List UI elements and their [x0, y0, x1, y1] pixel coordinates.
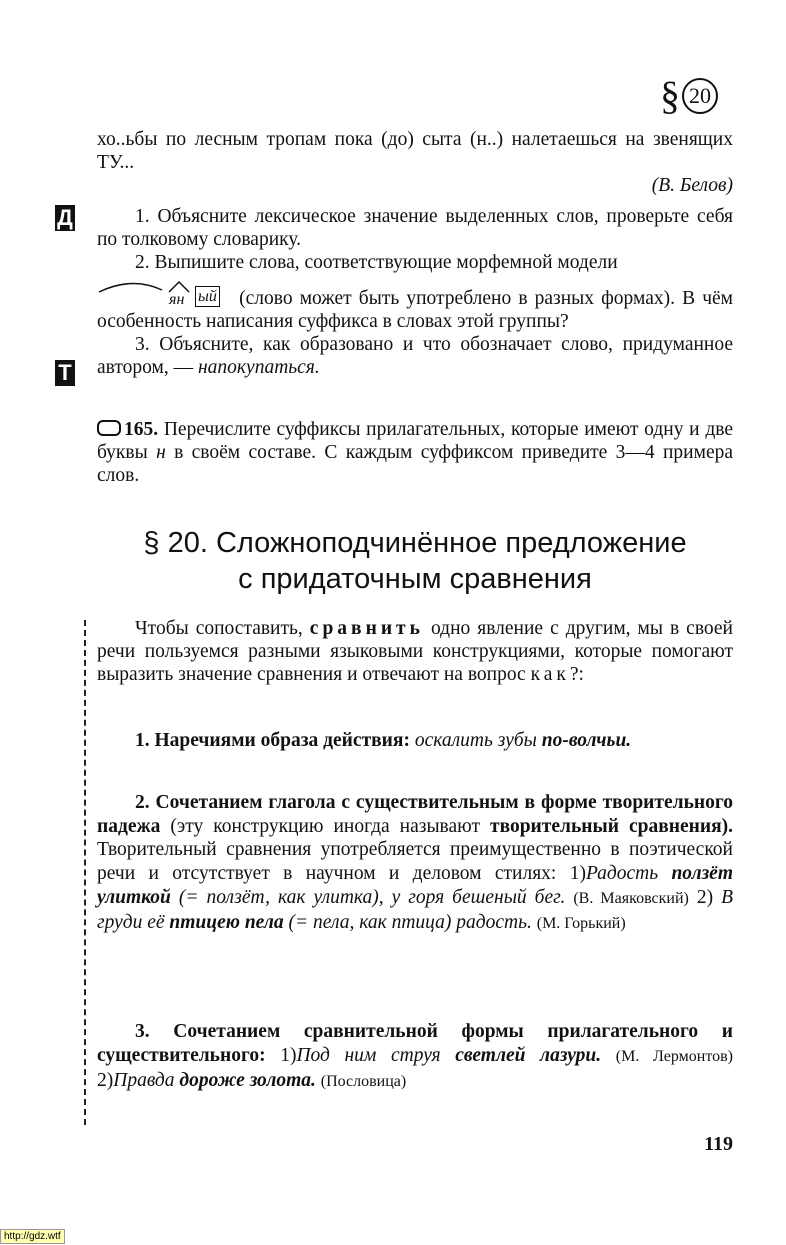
- item-2-text-b: Творительный сравнения употребляется преимущественно в поэтической речи и отсутствует в научном и деловом стилях: 1): [97, 839, 733, 885]
- example-2: В груди её: [97, 886, 733, 933]
- exercise-letter: н: [156, 442, 166, 463]
- item-1-example: оскалить зубы: [414, 730, 537, 751]
- margin-rule: [84, 620, 86, 1125]
- item-2-term: творительный сравнения).: [489, 815, 734, 837]
- task-2-intro: 2. Выпишите слова, соответствующие морфемной модели: [135, 252, 618, 273]
- source-1: (В. Маяковский): [573, 889, 689, 907]
- exercise-text-b: в своём составе. С каждым суффиксом приведите 3—4 примера слов.: [97, 442, 734, 486]
- item-3-label: 3. Сочетанием сравнительной формы прилагательного и существительного:: [97, 1021, 733, 1066]
- section-symbol: §: [660, 73, 680, 118]
- example-1-rest: (= ползёт, как улитка), у горя бешеный бег.: [178, 886, 566, 908]
- quote-text: хо..ьбы по лесным тропам пока (до) сыта (н..) налетаешься на звенящих ТУ...: [97, 129, 733, 173]
- page-number: 119: [704, 1133, 733, 1155]
- example-2-rest: (= пела, как птица) радость.: [288, 911, 532, 933]
- item-2: [97, 791, 733, 935]
- intro-text: Чтобы сопоставить,: [135, 618, 303, 639]
- section-marker: [660, 73, 718, 118]
- exercise-165: [97, 418, 733, 487]
- source-3: (М. Лермонтов): [615, 1048, 734, 1065]
- intro-paragraph: [97, 617, 733, 686]
- quote-author: (В. Белов): [651, 175, 733, 196]
- intro-text-b: одно явление с другим, мы в своей речи пользуемся разными языковыми конструкциями, которые помогают выразить значение сравнения и отвечают на вопрос: [97, 618, 733, 685]
- root-arc-icon: [97, 272, 207, 294]
- example-1-bold: ползёт улиткой: [97, 863, 733, 908]
- morpheme-model: [97, 286, 232, 308]
- num-1: 1): [280, 1045, 297, 1066]
- example-4-bold: дороже золота.: [179, 1070, 316, 1091]
- key-term: сравнить: [309, 618, 424, 639]
- task-icon-t: Т: [55, 360, 75, 386]
- pen-icon: [97, 420, 121, 436]
- task-1: 1. Объясните лексическое значение выделенных слов, проверьте себя по толковому словарику.: [97, 206, 733, 250]
- task-2-text: (слово может быть употреблено в разных формах). В чём особенность написания суффикса в словах этой группы?: [97, 288, 733, 332]
- task-3-text: 3. Объясните, как образовано и что обозначает слово, придуманное автором, —: [97, 334, 733, 378]
- task-3-word: напокупаться.: [198, 357, 320, 378]
- item-1-example-bold: по-волчьи.: [541, 730, 632, 751]
- example-2-bold: птицею пела: [169, 911, 284, 933]
- item-1-label: 1. Наречиями образа действия:: [135, 730, 410, 751]
- num-2: 2): [696, 886, 714, 908]
- task-2: [97, 286, 733, 333]
- example-3-bold: светлей лазури.: [455, 1045, 602, 1066]
- task-icon-d: Д: [55, 205, 75, 231]
- item-1: [97, 729, 733, 752]
- quote-paragraph: [97, 128, 733, 197]
- source-2: (М. Горький): [536, 914, 626, 932]
- example-4: Правда: [113, 1070, 175, 1091]
- title-line-1: § 20. Сложноподчинённое предложение: [143, 527, 687, 559]
- suffix: ян: [169, 291, 185, 308]
- page-title: [90, 525, 740, 597]
- item-2-label: 2. Сочетанием глагола с существительным в форме творительного падежа: [97, 792, 733, 837]
- item-2-text: (эту конструкцию иногда называют: [170, 815, 480, 837]
- example-1: Радость: [585, 863, 659, 885]
- section-number-circle: 20: [682, 78, 718, 114]
- exercise-text: Перечислите суффиксы прилагательных, которые имеют одну и две буквы: [97, 419, 733, 463]
- example-3: Под ним струя: [296, 1045, 441, 1066]
- exercise-number: 165.: [124, 419, 159, 440]
- watermark-link[interactable]: http://gdz.wtf: [0, 1229, 65, 1244]
- source-4: (Пословица): [320, 1073, 407, 1090]
- tasks-block: [97, 205, 733, 379]
- question-word: как: [530, 664, 570, 685]
- intro-text-c: ?:: [569, 664, 584, 685]
- task-3: [97, 333, 733, 379]
- ending: ый: [195, 286, 220, 307]
- item-3: [97, 1020, 733, 1094]
- title-line-2: с придаточным сравнения: [238, 563, 592, 595]
- num-2b: 2): [97, 1070, 114, 1091]
